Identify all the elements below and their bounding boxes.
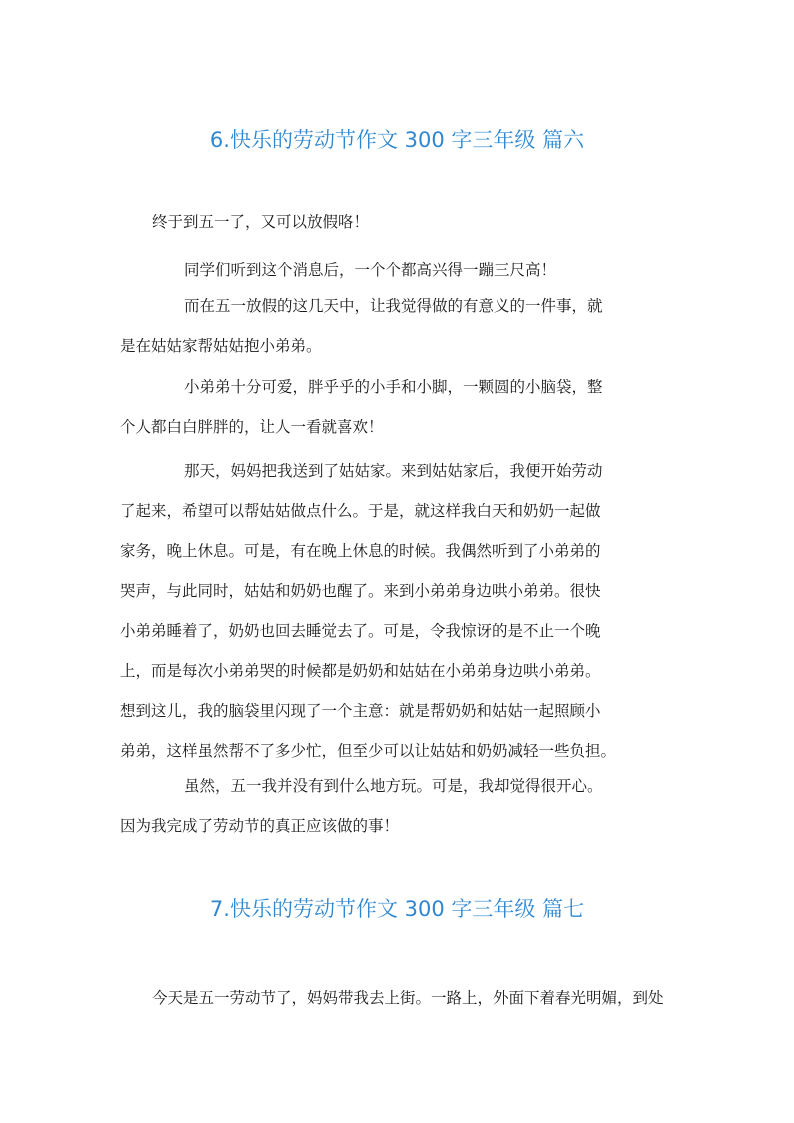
text-line: 哭声，与此同时，姑姑和奶奶也醒了。来到小弟弟身边哄小弟弟。很快 — [120, 582, 601, 600]
paragraph-6-1 — [120, 202, 676, 242]
paragraph-6-4 — [120, 367, 676, 447]
text-line: 上，而是每次小弟弟哭的时候都是奶奶和姑姑在小弟弟身边哄小弟弟。 — [120, 662, 601, 680]
paragraph-7-1 — [120, 978, 676, 1018]
paragraph-6-5 — [120, 451, 676, 771]
paragraph-6-2 — [120, 250, 676, 290]
section-7-title: 7.快乐的劳动节作文 300 字三年级 篇七 — [209, 897, 585, 921]
text-line: 因为我完成了劳动节的真正应该做的事！ — [120, 817, 400, 835]
paragraph-6-6 — [120, 766, 676, 846]
paragraph-6-3 — [120, 286, 676, 366]
text-line: 终于到五一了，又可以放假咯！ — [152, 213, 370, 231]
text-line: 是在姑姑家帮姑姑抱小弟弟。 — [120, 337, 322, 355]
text-line: 家务，晚上休息。可是，有在晚上休息的时候。我偶然听到了小弟弟的 — [120, 542, 601, 560]
text-line: 虽然，五一我并没有到什么地方玩。可是，我却觉得很开心。 — [184, 777, 603, 795]
text-line: 那天，妈妈把我送到了姑姑家。来到姑姑家后，我便开始劳动 — [184, 462, 603, 480]
text-line: 小弟弟十分可爱，胖乎乎的小手和小脚，一颗圆的小脑袋，整 — [184, 378, 603, 396]
text-line: 小弟弟睡着了，奶奶也回去睡觉去了。可是，令我惊讶的是不止一个晚 — [120, 622, 601, 640]
section-6-title: 6.快乐的劳动节作文 300 字三年级 篇六 — [209, 128, 585, 152]
text-line: 个人都白白胖胖的，让人一看就喜欢！ — [120, 418, 384, 436]
text-line: 今天是五一劳动节了，妈妈带我去上街。一路上，外面下着春光明媚，到处 — [152, 989, 664, 1007]
text-line: 同学们听到这个消息后，一个个都高兴得一蹦三尺高！ — [184, 261, 557, 279]
text-line: 弟弟，这样虽然帮不了多少忙，但至少可以让姑姑和奶奶减轻一些负担。 — [120, 742, 617, 760]
text-line: 想到这儿，我的脑袋里闪现了一个主意：就是帮奶奶和姑姑一起照顾小 — [120, 702, 601, 720]
text-line: 而在五一放假的这几天中，让我觉得做的有意义的一件事，就 — [184, 297, 603, 315]
text-line: 了起来，希望可以帮姑姑做点什么。于是，就这样我白天和奶奶一起做 — [120, 502, 601, 520]
